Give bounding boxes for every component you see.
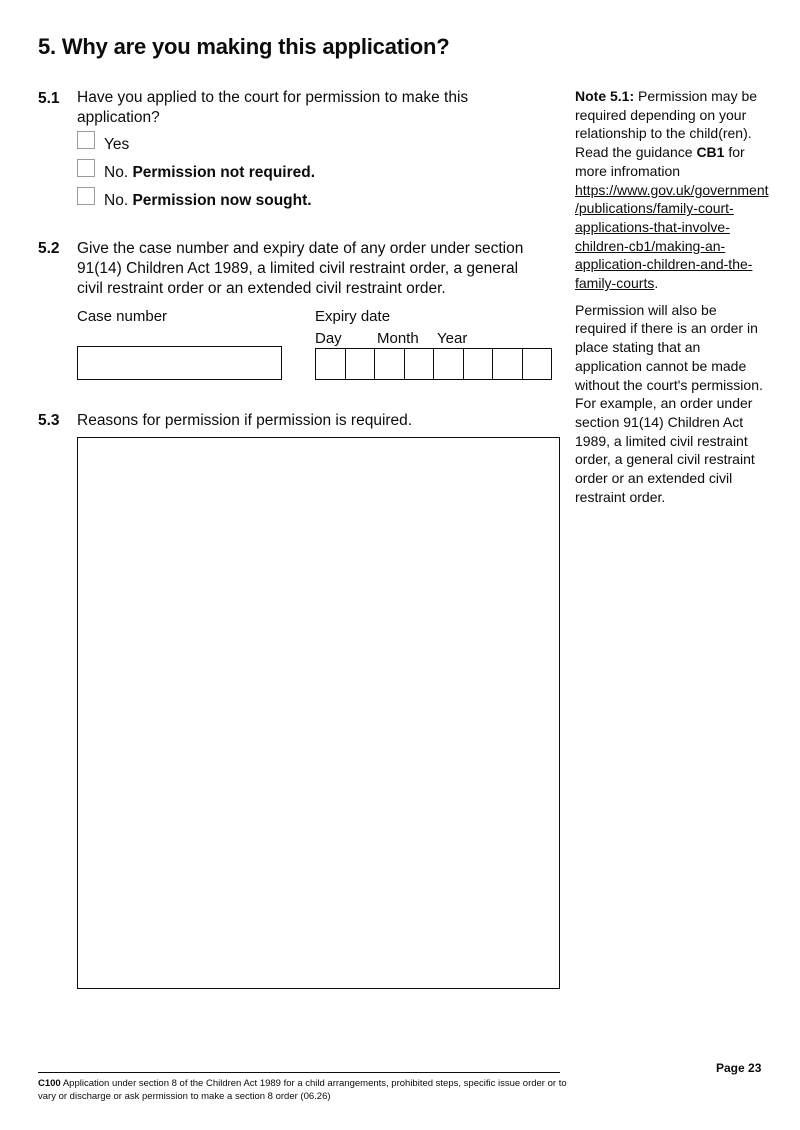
note-paragraph-1: Note 5.1: Permission may be required depending on your relationship to the child(ren). Read the guidance CB1 for more infromation https://www.gov.uk/government/publications/family-court-applications-that-involve-children-cb1/making-an-application-children-and-the-family-courts. — [575, 88, 769, 292]
day-digit-1[interactable] — [315, 348, 346, 380]
month-digit-2[interactable] — [404, 348, 435, 380]
guidance-note — [575, 87, 770, 514]
year-label: Year — [437, 330, 468, 347]
year-digit-3[interactable] — [492, 348, 523, 380]
question-number-5-3: 5.3 — [38, 412, 60, 429]
option-permission-not-required-label: No. Permission not required. — [104, 164, 316, 181]
option-permission-now-sought[interactable] — [77, 187, 312, 209]
year-digit-4[interactable] — [522, 348, 553, 380]
section-title: 5. Why are you making this application? — [38, 34, 450, 59]
case-number-input[interactable] — [77, 346, 282, 380]
day-label: Day — [315, 330, 342, 347]
note-paragraph-2: Permission will also be required if there is an order in place stating that an application cannot be made without the court's permission. For example, an order under section 91(14) Children Act 1989, a limited civil restraint order, a general civil restraint order or an extended civil restraint order. — [575, 301, 763, 505]
footer-divider — [38, 1072, 560, 1073]
question-text-5-1: Have you applied to the court for permission to make this application? — [77, 89, 469, 126]
question-text-5-3: Reasons for permission if permission is required. — [77, 412, 413, 429]
footer-text: C100 Application under section 8 of the Children Act 1989 for a child arrangements, prohibited steps, specific issue order or to vary or discharge or ask permission to make a section 8 order (06.26) — [38, 1078, 567, 1102]
case-number-label: Case number — [77, 308, 168, 325]
option-yes-label: Yes — [104, 136, 130, 153]
year-digit-1[interactable] — [433, 348, 464, 380]
checkbox-permission-not-required[interactable] — [77, 159, 95, 177]
checkbox-yes[interactable] — [77, 131, 95, 149]
guidance-link[interactable]: https://www.gov.uk/government/publications/family-court-applications-that-involve-children-cb1/making-an-application-children-and-the-family-courts — [575, 181, 769, 292]
option-permission-not-required[interactable] — [77, 159, 315, 181]
question-text-5-2: Give the case number and expiry date of any order under section 91(14) Children Act 1989, a limited civil restraint order, a general civil restraint order or an extended civil restraint order. — [77, 240, 524, 297]
expiry-date-label: Expiry date — [315, 308, 391, 325]
reasons-textarea[interactable] — [77, 437, 560, 989]
year-digit-2[interactable] — [463, 348, 494, 380]
month-label: Month — [377, 330, 419, 347]
question-number-5-1: 5.1 — [38, 90, 60, 107]
expiry-date-inputs — [315, 348, 551, 380]
day-digit-2[interactable] — [345, 348, 376, 380]
question-number-5-2: 5.2 — [38, 240, 60, 257]
option-yes[interactable] — [77, 131, 129, 153]
month-digit-1[interactable] — [374, 348, 405, 380]
page-number: Page 23 — [716, 1061, 762, 1075]
checkbox-permission-now-sought[interactable] — [77, 187, 95, 205]
option-permission-now-sought-label: No. Permission now sought. — [104, 192, 312, 209]
